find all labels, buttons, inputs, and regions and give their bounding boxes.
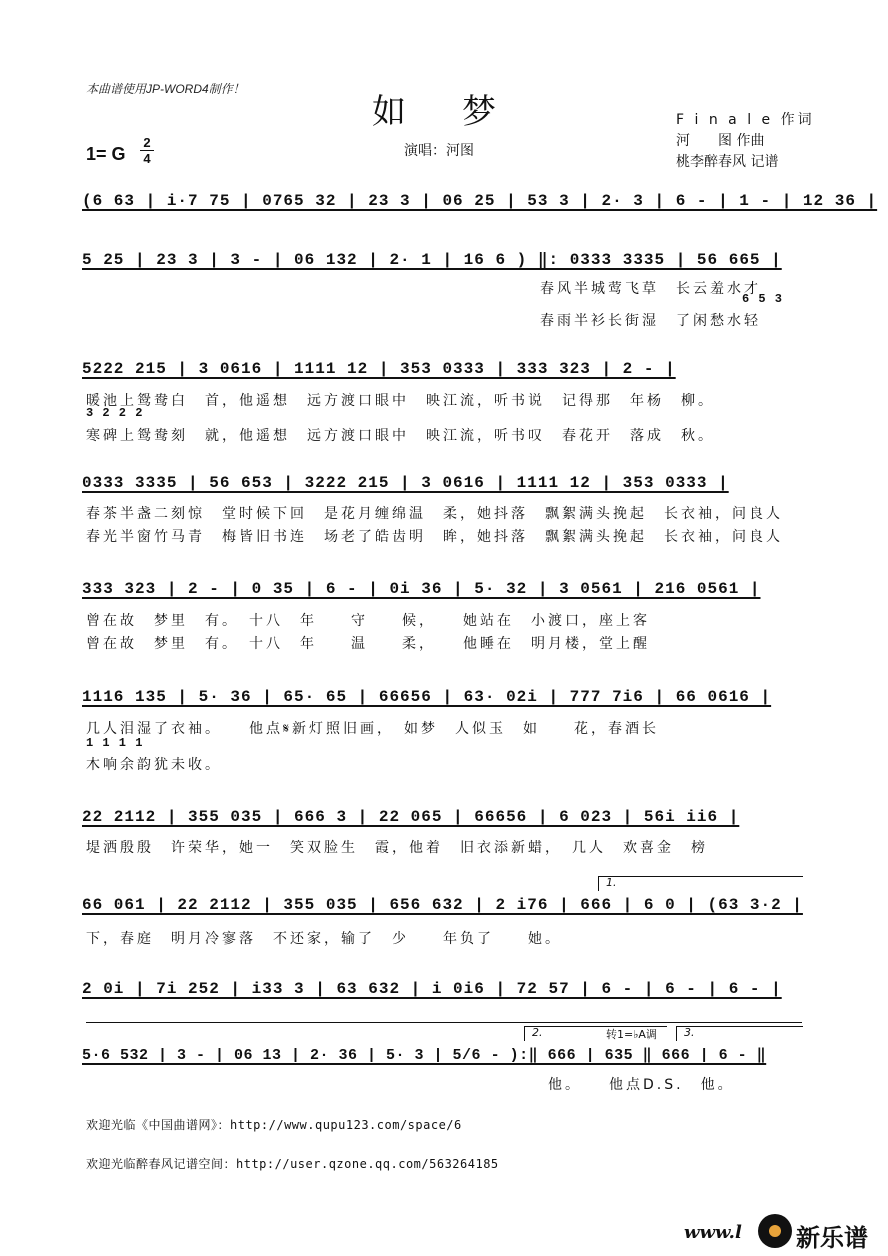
watermark-logo (684, 1212, 880, 1252)
footer-link-qupu[interactable]: 欢迎光临《中国曲谱网》：http://www.qupu123.com/space/6 (86, 1118, 462, 1132)
staff-line-10: 5·6 532 | 3 - | 06 13 | 2· 36 | 5· 3 | 5/6 - ):‖ 666 | 635 ‖ 666 | 6 - ‖ (82, 1047, 767, 1064)
alt-notes-3: 3 2 2 2 (86, 406, 144, 420)
section-divider (86, 1022, 802, 1023)
staff-line-8: 66 061 | 22 2112 | 355 035 | 656 632 | 2 i76 | 666 | 6 0 | (63 3·2 | (82, 896, 803, 914)
composer-credit: 河 图 作曲 (676, 133, 765, 149)
staff-line-1: (6 63 | i·7 75 | 0765 32 | 23 3 | 06 25 | 53 3 | 2· 3 | 6 - | 1 - | 12 36 | (82, 192, 878, 210)
credits-block (676, 110, 815, 173)
footer-link-qzone[interactable]: 欢迎光临醉春风记谱空间：http://user.qzone.qq.com/563264185 (86, 1157, 499, 1171)
volta-3-bracket (676, 1026, 803, 1041)
volta-3-label: 3. (684, 1026, 695, 1039)
meter-top: 2 (143, 135, 151, 150)
key-signature: 1= G (86, 144, 126, 164)
watermark-www: www.l (684, 1222, 742, 1243)
alt-notes-2: 6 5 3 (742, 292, 784, 306)
time-signature (140, 136, 154, 165)
lyric-line-6b: 木响余韵犹未收。 (86, 757, 222, 773)
lyric-line-4b: 春光半窗竹马青 梅皆旧书连 场老了皓齿明 眸，她抖落 飘絮满头挽起 长衣袖，问良人 (86, 529, 783, 545)
meter-bottom: 4 (143, 151, 151, 166)
lyric-line-4a: 春茶半盏二刻惊 堂时候下回 是花月缠绵温 柔，她抖落 飘絮满头挽起 长衣袖，问良人 (86, 506, 783, 522)
staff-line-5: 333 323 | 2 - | 0 35 | 6 - | 0i 36 | 5· 32 | 3 0561 | 216 0561 | (82, 580, 761, 598)
modulation-mark: 转1=♭A调 (606, 1028, 657, 1041)
lyricist-credit: F i n a l e 作词 (676, 112, 815, 128)
volta-1-label: 1. (606, 876, 617, 889)
staff-line-6: 1116 135 | 5· 36 | 65· 65 | 66656 | 63· 02i | 777 7i6 | 66 0616 | (82, 688, 772, 706)
lyric-line-3b: 寒碑上鸳鸯刻 就，他遥想 远方渡口眼中 映江流，听书叹 春花开 落成 秋。 (86, 428, 715, 444)
lyric-line-2a: 春风半城莺飞草 长云羞水才 (540, 281, 761, 297)
watermark-brand: 新乐谱 (796, 1224, 868, 1252)
notation-credit: 桃李醉春风 记谱 (676, 154, 779, 170)
alt-notes-6: 1 1 1 1 (86, 736, 144, 750)
staff-line-9: 2 0i | 7i 252 | i33 3 | 63 632 | i 0i6 | 72 57 | 6 - | 6 - | 6 - | (82, 980, 782, 998)
staff-line-4: 0333 3335 | 56 653 | 3222 215 | 3 0616 | 1111 12 | 353 0333 | (82, 474, 729, 492)
volta-2-label: 2. (532, 1026, 543, 1039)
volta-1-bracket (598, 876, 803, 891)
staff-line-7: 22 2112 | 355 035 | 666 3 | 22 065 | 66656 | 6 023 | 56i ii6 | (82, 808, 740, 826)
record-disc-icon (758, 1214, 792, 1248)
lyric-line-2b: 春雨半衫长街湿 了闲愁水轻 (540, 313, 761, 329)
lyric-line-3a: 暖池上鸳鸯白 首，他遥想 远方渡口眼中 映江流，听书说 记得那 年杨 柳。 (86, 393, 715, 409)
lyric-line-6a: 几人泪湿了衣袖。 他点𝄋新灯照旧画， 如梦 人似玉 如 花，春酒长 (86, 721, 660, 737)
staff-line-2: 5 25 | 23 3 | 3 - | 06 132 | 2· 1 | 16 6 ) ‖: 0333 3335 | 56 665 | (82, 251, 782, 269)
song-title: 如梦 (372, 92, 552, 132)
staff-line-3: 5222 215 | 3 0616 | 1111 12 | 353 0333 | 333 323 | 2 - | (82, 360, 676, 378)
lyric-line-10a: 他。 他点D.S. 他。 (548, 1077, 735, 1093)
singer-credit: 演唱：河图 (404, 143, 474, 159)
lyric-line-5b: 曾在故 梦里 有。 十八 年 温 柔， 他睡在 明月楼，堂上醒 (86, 636, 650, 652)
maker-note: 本曲谱使用JP-WORD4制作！ (86, 82, 245, 96)
lyric-line-7a: 堤洒殷殷 许荣华，她一 笑双脸生 霞，他着 旧衣添新蜡， 几人 欢喜金 榜 (86, 840, 708, 856)
lyric-line-5a: 曾在故 梦里 有。 十八 年 守 候， 她站在 小渡口，座上客 (86, 613, 650, 629)
lyric-line-8a: 下，春庭 明月冷寥落 不还家，输了 少 年负了 她。 (86, 931, 562, 947)
